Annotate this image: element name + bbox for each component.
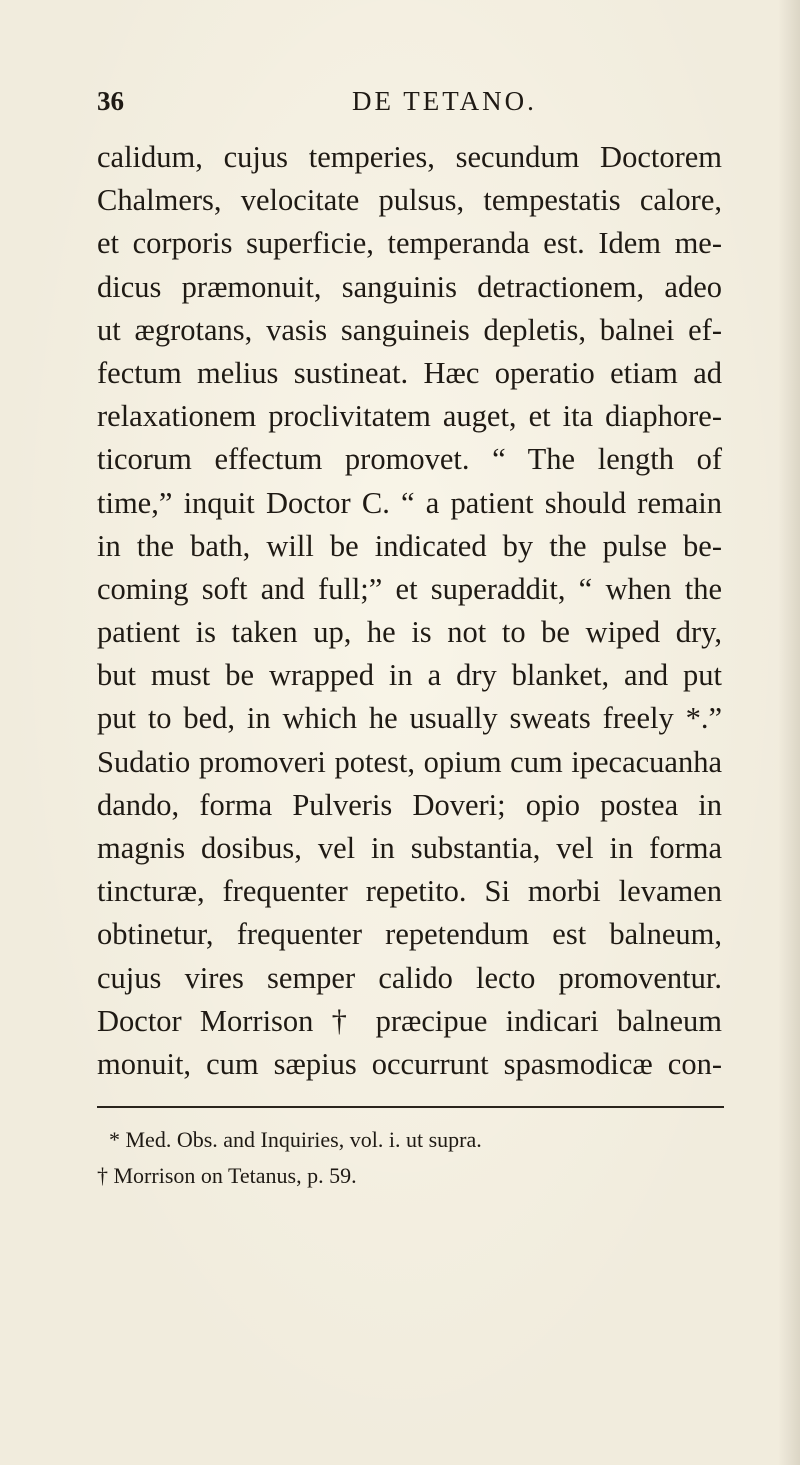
text-line: relaxationem proclivitatem auget, et ita diaphore-	[97, 399, 722, 434]
text-line: coming soft and full;” et superaddit, “ when the	[97, 571, 722, 606]
text-line: patient is taken up, he is not to be wiped dry,	[97, 615, 722, 650]
text-line: et corporis superficie, temperanda est. Idem me-	[97, 226, 722, 261]
text-line: calidum, cujus temperies, secundum Doctorem	[97, 140, 722, 174]
page-header	[97, 86, 717, 126]
text-line: Sudatio promoveri potest, opium cum ipecacuanha	[97, 744, 722, 779]
text-line: fectum melius sustineat. Hæc operatio etiam ad	[97, 355, 722, 390]
body-text	[97, 136, 722, 1086]
text-line: but must be wrapped in a dry blanket, and put	[97, 658, 722, 693]
footnote: † Morrison on Tetanus, p. 59.	[97, 1163, 357, 1188]
running-head: DE TETANO.	[352, 86, 537, 116]
text-line: ut ægrotans, vasis sanguineis depletis, balnei ef-	[97, 312, 722, 347]
text-line: monuit, cum sæpius occurrunt spasmodicæ con-	[97, 1046, 722, 1081]
page-edge-shadow	[778, 0, 800, 1465]
text-line: time,” inquit Doctor C. “ a patient should remain	[97, 485, 722, 520]
text-line: ticorum effectum promovet. “ The length of	[97, 442, 722, 477]
page-number: 36	[97, 86, 124, 116]
footnote-rule	[97, 1106, 724, 1108]
footnote: * Med. Obs. and Inquiries, vol. i. ut supra.	[109, 1127, 482, 1152]
text-line: Doctor Morrison † præcipue indicari balneum	[97, 1003, 722, 1038]
text-line: dicus præmonuit, sanguinis detractionem, adeo	[97, 269, 722, 304]
text-line: magnis dosibus, vel in substantia, vel in forma	[97, 831, 722, 865]
text-line: Chalmers, velocitate pulsus, tempestatis calore,	[97, 183, 722, 218]
footnotes	[97, 1122, 724, 1194]
text-line: put to bed, in which he usually sweats freely *.”	[97, 701, 722, 736]
text-line: tincturæ, frequenter repetito. Si morbi levamen	[97, 874, 722, 909]
text-line: obtinetur, frequenter repetendum est balneum,	[97, 917, 722, 952]
text-line: in the bath, will be indicated by the pulse be-	[97, 528, 722, 563]
text-line: cujus vires semper calido lecto promoventur.	[97, 960, 722, 995]
text-line: dando, forma Pulveris Doveri; opio postea in	[97, 787, 722, 822]
